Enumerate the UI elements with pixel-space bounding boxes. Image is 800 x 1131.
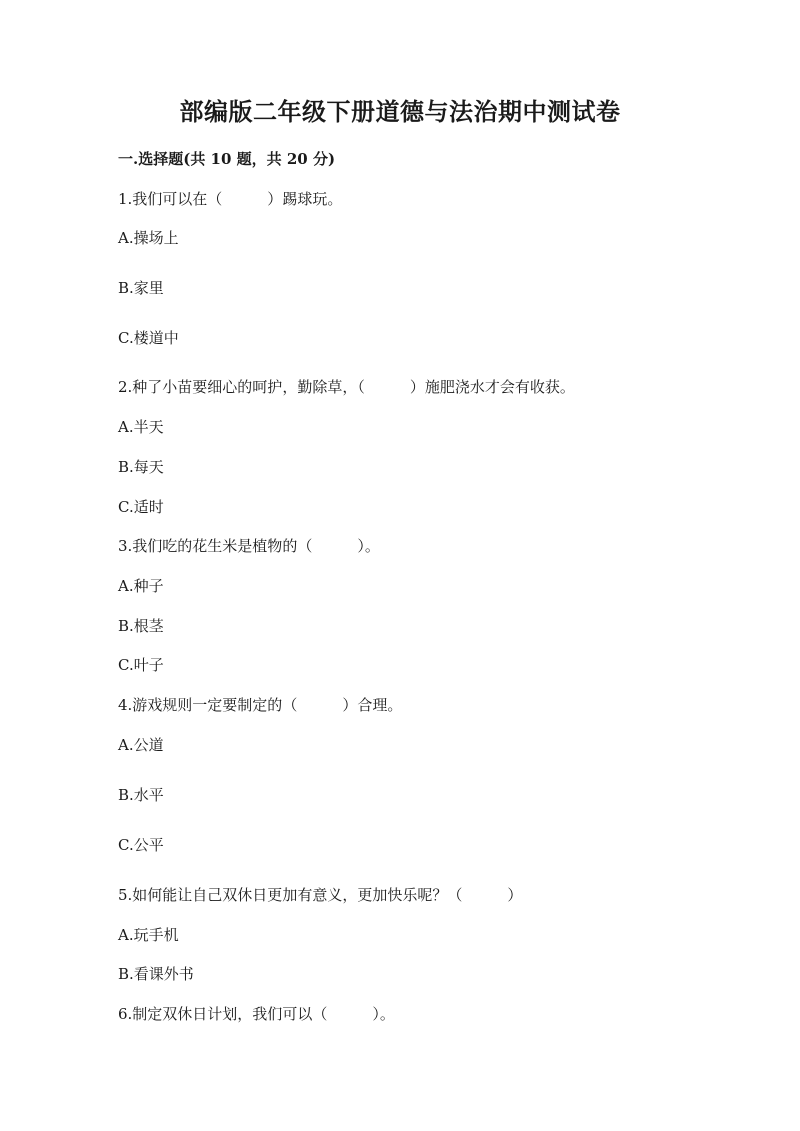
section-heading: 一.选择题(共 10 题，共 20 分) [118,150,336,168]
question-5-option-a: A.玩手机 [118,926,179,944]
question-4-option-b: B.水平 [118,786,164,804]
question-3-option-c: C.叶子 [118,656,164,674]
question-3-option-b: B.根茎 [118,617,164,635]
question-1-stem: 1.我们可以在（ ）踢球玩。 [118,190,343,208]
question-2-stem: 2.种了小苗要细心的呵护，勤除草，（ ）施肥浇水才会有收获。 [118,378,575,396]
question-2-option-b: B.每天 [118,458,164,476]
question-2-option-c: C.适时 [118,498,164,516]
question-5-option-b: B.看课外书 [118,965,194,983]
page-title: 部编版二年级下册道德与法治期中测试卷 [179,97,621,126]
question-4-option-a: A.公道 [118,736,164,754]
question-5-stem: 5.如何能让自己双休日更加有意义，更加快乐呢？（ ） [118,886,523,904]
question-3-option-a: A.种子 [118,577,164,595]
question-1-option-a: A.操场上 [118,229,179,247]
question-2-option-a: A.半天 [118,418,164,436]
question-1-option-b: B.家里 [118,279,164,297]
question-1-option-c: C.楼道中 [118,329,179,347]
question-4-option-c: C.公平 [118,836,164,854]
question-4-stem: 4.游戏规则一定要制定的（ ）合理。 [118,696,403,714]
question-6-stem: 6.制定双休日计划，我们可以（ ）。 [118,1005,395,1023]
question-3-stem: 3.我们吃的花生米是植物的（ ）。 [118,537,380,555]
